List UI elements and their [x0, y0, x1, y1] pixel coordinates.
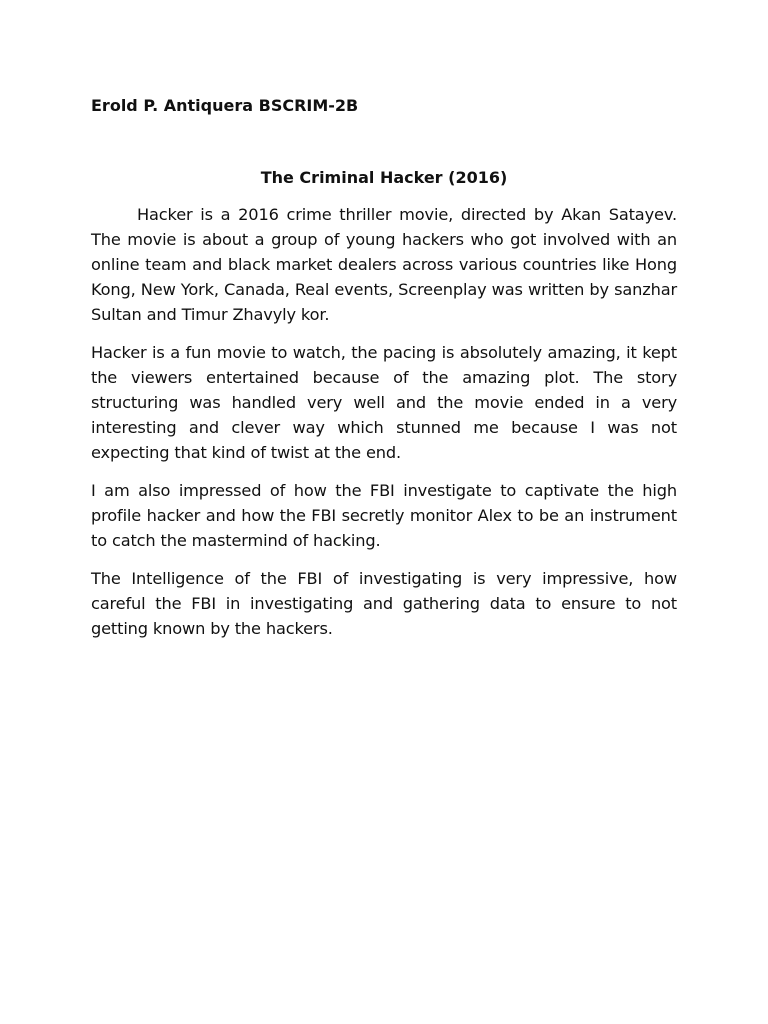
document-body [91, 202, 677, 654]
paragraph-3: I am also impressed of how the FBI investigate to captivate the high profile hacker and how the FBI secretly monitor Alex to be an instrument to catch the mastermind of hacking. [91, 481, 677, 550]
paragraph-4: The Intelligence of the FBI of investigating is very impressive, how careful the FBI in investigating and gathering data to ensure to not getting known by the hackers. [91, 569, 677, 638]
paragraph-1: Hacker is a 2016 crime thriller movie, directed by Akan Satayev. The movie is about a group of young hackers who got involved with an online team and black market dealers across various countries like Hong Kong, New York, Canada, Real events, Screenplay was written by sanzhar Sultan and Timur Zhavyly kor. [91, 205, 677, 324]
paragraph-2: Hacker is a fun movie to watch, the pacing is absolutely amazing, it kept the viewers entertained because of the amazing plot. The story structuring was handled very well and the movie ended in a very interesting and clever way which stunned me because I was not expecting that kind of twist at the end. [91, 343, 677, 462]
document-title: The Criminal Hacker (2016) [260, 168, 508, 187]
author-line: Erold P. Antiquera BSCRIM-2B [91, 96, 359, 115]
